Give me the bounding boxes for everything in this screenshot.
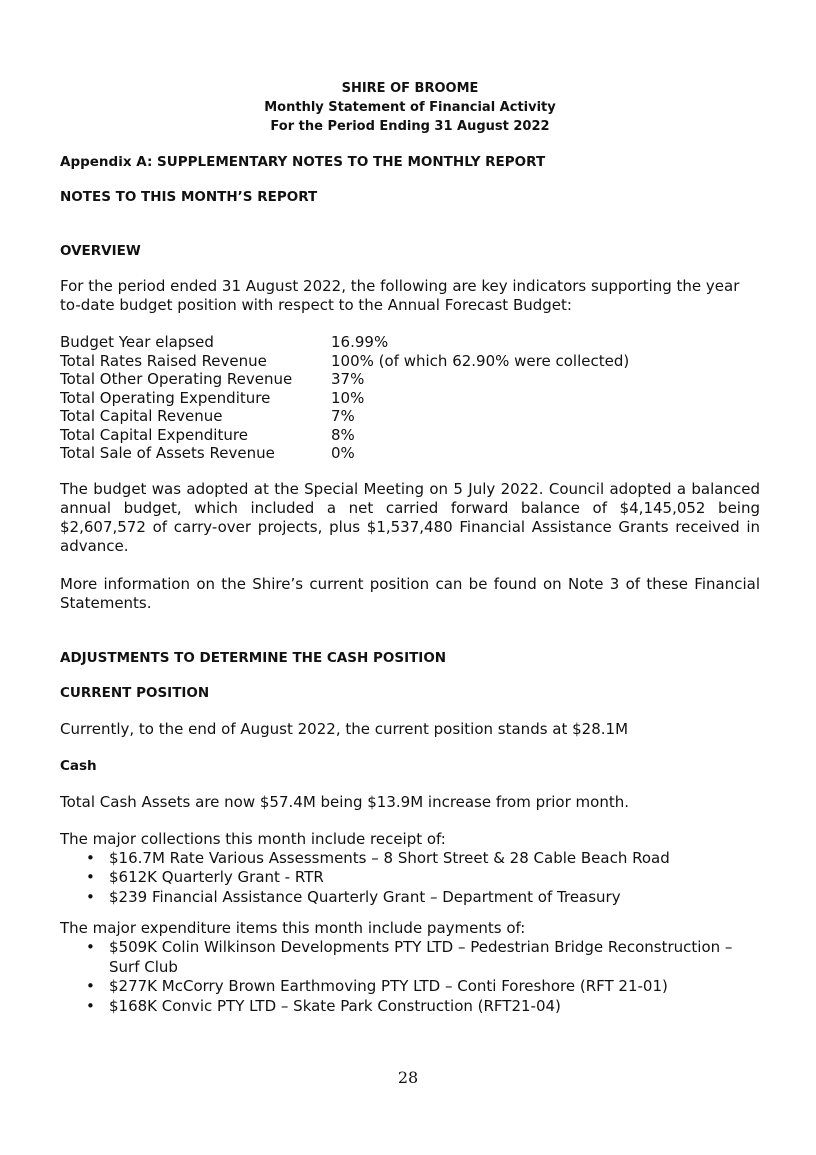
bullet-icon: • [86,868,95,886]
title-line-2: Monthly Statement of Financial Activity [264,100,556,115]
list-item [60,997,760,1017]
indicator-value: 100% (of which 62.90% were collected) [331,351,630,370]
indicator-value: 8% [331,425,355,444]
title-line-1: SHIRE OF BROOME [341,81,479,96]
collection-text: $612K Quarterly Grant - RTR [109,868,324,886]
expenditure-intro: The major expenditure items this month include payments of: [60,919,526,937]
indicator-value: 0% [331,444,355,462]
indicator-label: Total Capital Revenue [60,407,223,425]
indicator-row [60,370,760,389]
indicator-label: Total Capital Expenditure [60,425,248,444]
overview-heading: OVERVIEW [60,243,141,259]
expenditure-text: $509K Colin Wilkinson Developments PTY LTD – Pedestrian Bridge Reconstruction – Surf Club [109,938,733,976]
indicator-row [60,444,760,463]
indicator-row [60,389,760,408]
expenditure-list [60,938,760,1016]
bullet-icon: • [86,996,95,1015]
indicator-row [60,352,760,371]
list-item [60,938,760,977]
title-line-3: For the Period Ending 31 August 2022 [270,119,550,134]
collection-text: $16.7M Rate Various Assessments – 8 Short Street & 28 Cable Beach Road [109,848,670,867]
indicator-label: Total Rates Raised Revenue [60,351,267,370]
list-item [60,888,760,908]
notes-heading: NOTES TO THIS MONTH’S REPORT [60,189,318,205]
indicator-row [60,426,760,445]
bullet-icon: • [86,848,95,867]
budget-paragraph: The budget was adopted at the Special Meeting on 5 July 2022. Council adopted a balanced annual budget, which included a net carried forward balance of $4,145,052 being $2,607,572 of carry-over projects, plus $1,537,480 Financial Assistance Grants received in advance. [60,479,760,555]
indicator-row [60,333,760,352]
cash-text: Total Cash Assets are now $57.4M being $13.9M increase from prior month. [60,792,629,811]
appendix-heading: Appendix A: SUPPLEMENTARY NOTES TO THE MONTHLY REPORT [60,154,546,170]
more-info-paragraph: More information on the Shire’s current position can be found on Note 3 of these Financial Statements. [60,574,760,612]
adjustments-heading: ADJUSTMENTS TO DETERMINE THE CASH POSITION [60,649,447,666]
list-item [60,868,760,888]
indicator-label: Total Other Operating Revenue [60,370,293,388]
bullet-icon: • [86,977,95,995]
expenditure-text: $277K McCorry Brown Earthmoving PTY LTD – Conti Foreshore (RFT 21-01) [109,977,668,995]
report-title [60,79,760,136]
bullet-icon: • [86,887,95,906]
indicator-label: Total Operating Expenditure [60,388,271,407]
list-item [60,849,760,869]
list-item [60,977,760,997]
bullet-icon: • [86,938,95,956]
indicator-row [60,407,760,426]
collections-list [60,849,760,908]
collection-text: $239 Financial Assistance Quarterly Grant – Department of Treasury [109,887,621,906]
key-indicators-list [60,333,760,463]
overview-intro: For the period ended 31 August 2022, the following are key indicators supporting the year to-date budget position with respect to the Annual Forecast Budget: [60,277,740,314]
cash-heading: Cash [60,757,97,774]
indicator-value: 37% [331,370,365,388]
current-position-text: Currently, to the end of August 2022, the current position stands at $28.1M [60,719,629,738]
indicator-value: 10% [331,388,365,407]
expenditure-text: $168K Convic PTY LTD – Skate Park Construction (RFT21-04) [109,996,561,1015]
page-number: 28 [397,1068,419,1087]
indicator-value: 7% [331,407,355,425]
indicator-label: Budget Year elapsed [60,333,214,351]
indicator-value: 16.99% [331,333,389,351]
collections-intro: The major collections this month include receipt of: [60,829,446,848]
indicator-label: Total Sale of Assets Revenue [60,444,275,462]
current-position-heading: CURRENT POSITION [60,684,210,701]
document-page [60,79,760,1016]
